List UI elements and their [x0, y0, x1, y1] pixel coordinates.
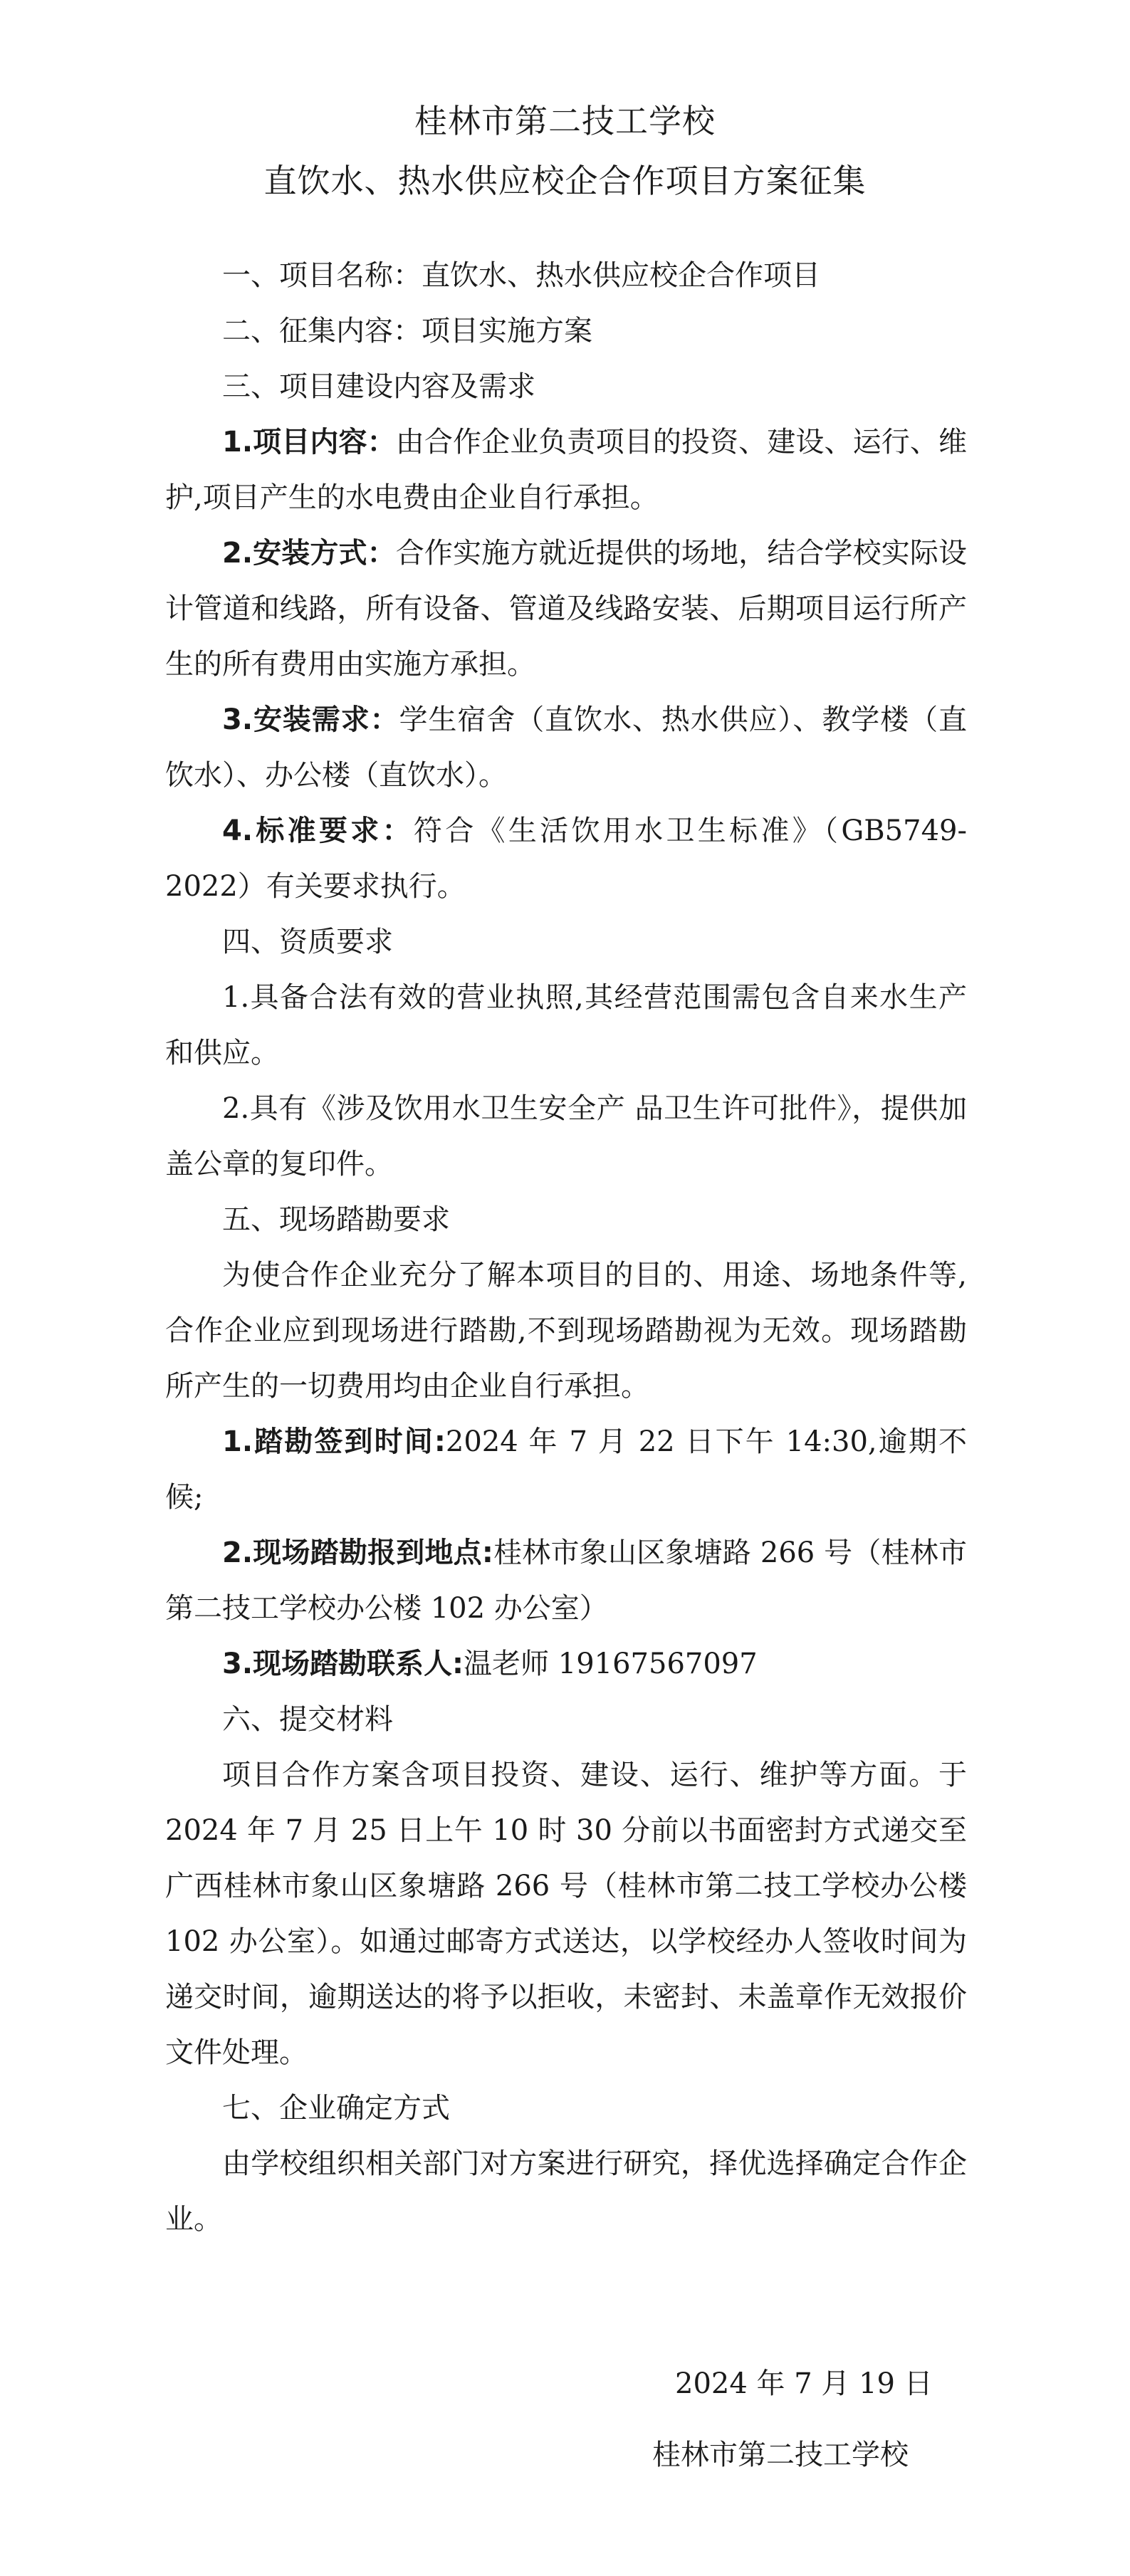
document-title-project: 直饮水、热水供应校企合作项目方案征集 — [263, 162, 867, 200]
document-body — [165, 248, 967, 2247]
signature-organization: 桂林市第二技工学校 — [652, 2439, 909, 2471]
section-3-item-4-label: 4.标准要求： — [222, 815, 414, 847]
section-2-value: 项目实施方案 — [422, 315, 592, 347]
section-3-item-2-label: 2.安装方式： — [222, 537, 396, 570]
section-1-value: 直饮水、热水供应校企合作项目 — [422, 259, 820, 292]
section-3-item-1 — [165, 414, 967, 525]
section-3-heading: 三、项目建设内容及需求 — [222, 370, 535, 403]
section-5-item-1-text: 2024 年 7 月 22 日下午 14:30,逾期不候; — [165, 1425, 967, 1514]
section-4-item-2: 2.具有《涉及饮用水卫生安全产 品卫生许可批件》，提供加盖公章的复印件。 — [165, 1092, 967, 1180]
section-3-item-2-text: 合作实施方就近提供的场地，结合学校实际设计管道和线路，所有设备、管道及线路安装、后期项目运行所产生的所有费用由实施方承担。 — [165, 537, 968, 681]
section-7-heading: 七、企业确定方式 — [222, 2092, 450, 2125]
section-1-project-name — [165, 248, 967, 303]
section-5-intro: 为使合作企业充分了解本项目的目的、用途、场地条件等,合作企业应到现场进行踏勘,不到现场踏勘视为无效。现场踏勘所产生的一切费用均由企业自行承担。 — [165, 1259, 967, 1403]
section-1-label: 一、项目名称： — [222, 259, 422, 292]
section-3-item-4-text: 符合《生活饮用水卫生标准》（GB5749-2022）有关要求执行。 — [165, 815, 967, 903]
section-5-item-2-label: 2.现场踏勘报到地点: — [222, 1536, 493, 1569]
section-3-item-4 — [165, 803, 967, 914]
section-6-heading: 六、提交材料 — [222, 1703, 393, 1736]
section-3-item-3-label: 3.安装需求： — [222, 703, 399, 736]
section-2-label: 二、征集内容： — [222, 315, 422, 347]
section-5-item-3-label: 3.现场踏勘联系人: — [222, 1648, 464, 1680]
section-3-item-1-text: 由合作企业负责项目的投资、建设、运行、维护,项目产生的水电费由企业自行承担。 — [165, 426, 968, 514]
section-5-heading: 五、现场踏勘要求 — [222, 1203, 450, 1236]
section-4-heading: 四、资质要求 — [222, 926, 393, 958]
section-7-text: 由学校组织相关部门对方案进行研究，择优选择确定合作企业。 — [165, 2147, 967, 2236]
section-3-item-3 — [165, 692, 967, 803]
section-6-text: 项目合作方案含项目投资、建设、运行、维护等方面。于2024 年 7 月 25 日上午 10 时 30 分前以书面密封方式递交至广西桂林市象山区象塘路 266 号（桂林市第二技工学校办公楼 102 办公室）。如通过邮寄方式送达，以学校经办人签收时间为递交时间，逾期送达的将予以拒收，未密封、未盖章作无效报价文件处理。 — [165, 1759, 967, 2069]
section-5-item-3-text: 温老师 19167567097 — [464, 1648, 758, 1680]
section-3-item-2 — [165, 525, 967, 692]
section-5-item-3 — [165, 1636, 967, 1692]
section-5-item-2-text: 桂林市象山区象塘路 266 号（桂林市第二技工学校办公楼 102 办公室） — [165, 1536, 967, 1625]
section-5-item-2 — [165, 1525, 967, 1636]
signature-date: 2024 年 7 月 19 日 — [675, 2367, 933, 2400]
document-title-school: 桂林市第二技工学校 — [414, 102, 716, 140]
section-3-item-1-label: 1.项目内容： — [222, 426, 396, 459]
section-5-item-1-label: 1.踏勘签到时间: — [222, 1425, 446, 1458]
section-5-item-1 — [165, 1414, 967, 1525]
section-4-item-1: 1.具备合法有效的营业执照,其经营范围需包含自来水生产和供应。 — [165, 981, 967, 1069]
section-3-item-3-text: 学生宿舍（直饮水、热水供应）、教学楼（直饮水）、办公楼（直饮水）。 — [165, 703, 968, 792]
section-2-collection-content — [165, 303, 967, 359]
